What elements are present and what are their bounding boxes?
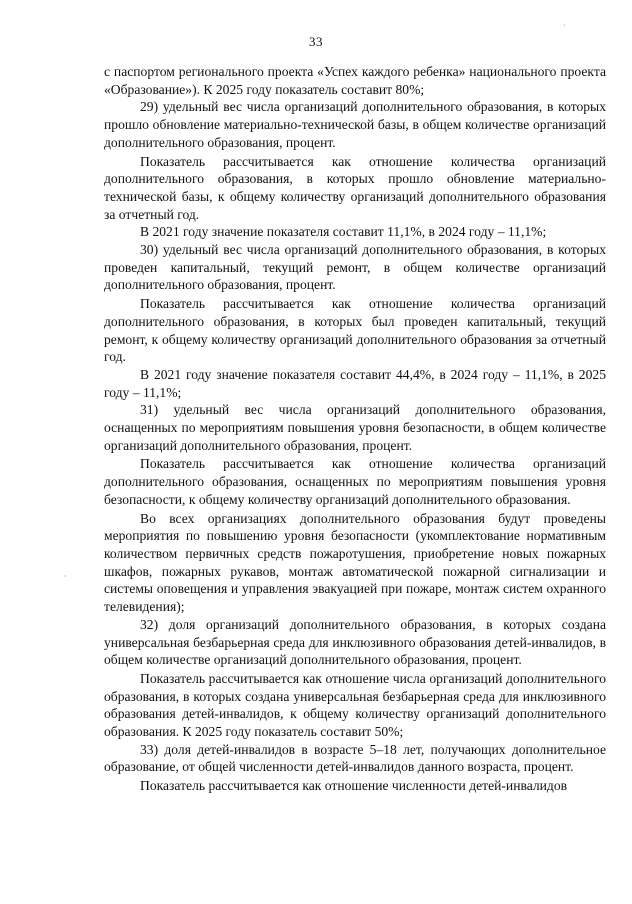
- paragraph: Показатель рассчитывается как отношение количества организаций дополнительного образования, оснащенных по мероприятиям повышения уровня безопасности, к общему количеству организаций дополнительного образования.: [104, 456, 606, 507]
- paragraph: Показатель рассчитывается как отношение численности детей-инвалидов: [140, 778, 568, 794]
- paragraph: Показатель рассчитывается как отношение количества организаций дополнительного образования, в которых был проведен капитальный, текущий ремонт, к общему количеству организаций дополнительного образования за отчетный год.: [104, 296, 606, 365]
- list-item-33: 33) доля детей-инвалидов в возрасте 5–18 лет, получающих дополнительное образование, от общей численности детей-инвалидов данного возраста, процент.: [104, 741, 606, 775]
- list-item-29: 29) удельный вес числа организаций дополнительного образования, в которых прошло обновление материально-технической базы, в общем количестве организаций дополнительного образования, процент.: [104, 99, 606, 150]
- list-item-30: 30) удельный вес числа организаций дополнительного образования, в которых проведен капитальный, текущий ремонт, в общем количестве организаций дополнительного образования, процент.: [104, 242, 606, 293]
- paragraph: В 2021 году значение показателя составит 44,4%, в 2024 году – 11,1%, в 2025 году – 11,1%;: [104, 366, 606, 400]
- paragraph: В 2021 году значение показателя составит 11,1%, в 2024 году – 11,1%;: [140, 224, 547, 240]
- scan-dot-mark: ·: [563, 21, 566, 30]
- page-number: 33: [309, 34, 323, 49]
- paragraph: Показатель рассчитывается как отношение количества организаций дополнительного образования, в которых прошло обновление материально-технической базы, к общему количеству организаций дополнительного образования за отчетный год.: [104, 153, 606, 222]
- scan-dot-mark: ·: [64, 572, 67, 581]
- paragraph: с паспортом регионального проекта «Успех каждого ребенка» национального проекта «Образование»). К 2025 году показатель составит 80%;: [104, 64, 606, 97]
- list-item-32: 32) доля организаций дополнительного образования, в которых создана универсальная безбарьерная среда для инклюзивного образования детей-инвалидов, в общем количестве организаций дополнительного образования, процент.: [104, 616, 606, 668]
- paragraph: Во всех организациях дополнительного образования будут проведены мероприятия по повышению уровня безопасности (укомплектование нормативным количеством первичных средств пожаротушения, приобретение новых пожарных шкафов, пожарных рукавов, монтаж автоматической пожарной сигнализации и системы оповещения и управления эвакуацией при пожаре, монтаж систем охранного телевидения);: [104, 510, 606, 615]
- paragraph: Показатель рассчитывается как отношение числа организаций дополнительного образования, в которых создана универсальная безбарьерная среда для инклюзивного образования детей-инвалидов, к общему количеству организаций дополнительного образования. К 2025 году показатель составит 50%;: [104, 670, 606, 740]
- list-item-31: 31) удельный вес числа организаций дополнительного образования, оснащенных по мероприятиям повышения уровня безопасности, в общем количестве организаций дополнительного образования, процент.: [104, 402, 606, 453]
- body-text: [104, 63, 606, 795]
